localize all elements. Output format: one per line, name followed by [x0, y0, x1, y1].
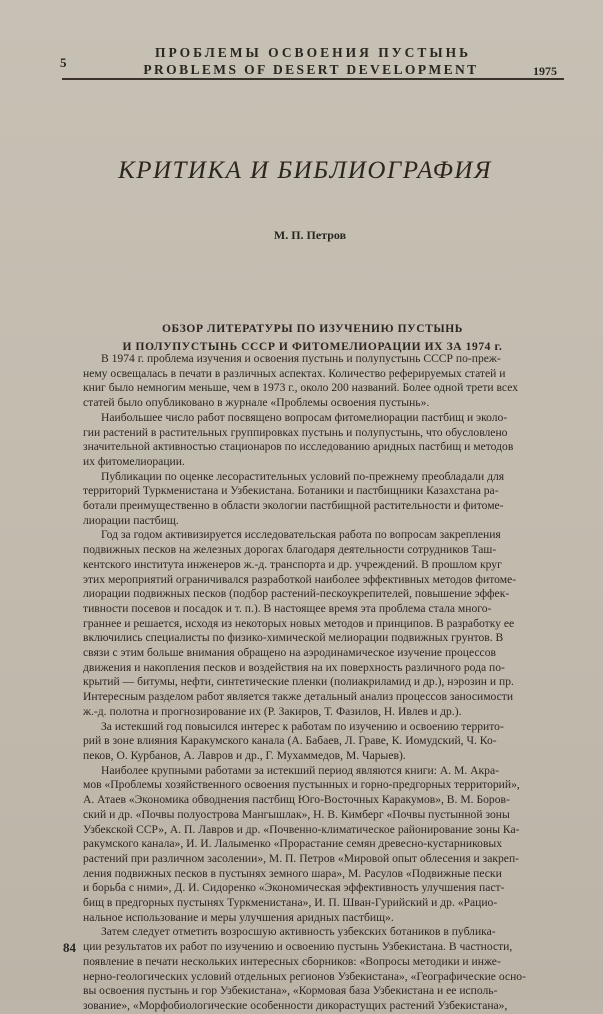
text-line: подвижных песков на железных дорогах благодаря деятельности сотрудников Таш-: [83, 543, 497, 557]
issue-number: 5: [60, 55, 67, 70]
text-line: статей было опубликовано в журнале «Проблемы освоения пустынь».: [83, 396, 430, 410]
text-line: За истекший год повысился интерес к работам по изучению и освоению террито-: [101, 719, 504, 733]
text-line: пеков, О. Курбанов, А. Лавров и др., Г. Мухаммедов, М. Чарыев).: [83, 748, 406, 762]
text-line: граннее и решается, исходя из некоторых новых методов и принципов. В разработку ее: [83, 616, 515, 630]
author: М. П. Петров: [273, 228, 347, 242]
journal-title-en: PROBLEMS OF DESERT DEVELOPMENT: [143, 62, 479, 77]
paragraph: [83, 470, 568, 529]
page-number: 84: [63, 940, 76, 955]
text-line: связи с этим больше внимания обращено на аэродинамическое изучение процессов: [83, 646, 496, 660]
text-line: ракумского канала», И. И. Лалыменко «Прорастание семян древесно-кустарниковых: [83, 837, 502, 851]
text-line: лиорации пастбищ.: [83, 513, 179, 527]
text-line: и борьба с ними», Д. И. Сидоренко «Экономическая эффективность улучшения паст-: [83, 881, 505, 895]
text-line: крытий — битумы, нефти, синтетические пленки (полиакриламид и др.), нэрозин и пр.: [83, 675, 514, 689]
text-line: нему освещалась в печати в различных аспектах. Количество реферируемых статей и: [83, 366, 506, 380]
text-line: кентского института инженеров ж.-д. транспорта и др. учреждений. В прошлом круг: [83, 557, 502, 571]
paragraph: [83, 720, 568, 764]
paragraph: [83, 925, 568, 1013]
text-line: ский и др. «Почвы полуострова Мангышлак», Н. В. Кимберг «Почвы пустынной зоны: [83, 807, 510, 821]
text-line: Наибольшее число работ посвящено вопросам фитомелиорации пастбищ и эколо-: [101, 410, 508, 424]
article-title: [110, 320, 515, 356]
text-line: этих мероприятий ограничивался разработкой наиболее эффективных методов фитоме-: [83, 572, 517, 586]
article-title-line: И ПОЛУПУСТЫНЬ СССР И ФИТОМЕЛИОРАЦИИ ИХ ЗА 1974 г.: [122, 341, 503, 353]
text-line: лиорации подвижных песков (подбор растений-пескоукрепителей, повышение эффек-: [83, 587, 510, 601]
article-body: [83, 352, 568, 1014]
text-line: гии растений в растительных группировках пустынь и полупустынь, что обусловлено: [83, 425, 508, 439]
text-line: Узбекской ССР», А. П. Лавров и др. «Почвенно-климатическое районирование зоны Ка-: [83, 822, 520, 836]
text-line: книг было немногим меньше, чем в 1973 г., около 200 названий. Более одной трети всех: [83, 381, 519, 395]
section-title: КРИТИКА И БИБЛИОГРАФИЯ: [118, 157, 492, 184]
text-line: появление в печати нескольких интересных сборников: «Вопросы методики и инже-: [83, 954, 501, 968]
text-line: Публикации по оценке лесорастительных условий по-прежнему преобладали для: [101, 469, 505, 483]
paragraph: [83, 411, 568, 470]
text-line: ботали преимущественно в области экологии пастбищной растительности и фитоме-: [83, 499, 504, 513]
text-line: ции результатов их работ по изучению и освоению пустынь Узбекистана. В частности,: [83, 940, 513, 954]
article-title-line: ОБЗОР ЛИТЕРАТУРЫ ПО ИЗУЧЕНИЮ ПУСТЫНЬ: [161, 323, 464, 335]
paragraph: [83, 528, 568, 719]
text-line: включились специалисты по физико-химической мелиорации подвижных грунтов. В: [83, 631, 504, 645]
text-line: бищ в предгорных пустынях Туркменистана», И. П. Шван-Гурийский и др. «Рацио-: [83, 896, 498, 910]
text-line: зование», «Морфобиологические особенности дикорастущих растений Узбекистана»,: [83, 998, 508, 1012]
text-line: Наиболее крупными работами за истекший период являются книги: А. М. Акра-: [101, 763, 499, 777]
year: 1975: [533, 64, 557, 78]
text-line: движения и накопления песков и воздействия на их поверхность различного рода по-: [83, 660, 505, 674]
text-line: их фитомелиорации.: [83, 454, 185, 468]
text-line: Интересным разделом работ является также детальный анализ процессов заносимости: [83, 690, 514, 704]
text-line: Год за годом активизируется исследовательская работа по вопросам закрепления: [101, 528, 501, 542]
text-line: нерно-геологических условий отдельных регионов Узбекистана», «Географические осно-: [83, 969, 526, 983]
text-line: территорий Туркменистана и Узбекистана. Ботаники и пастбищники Казахстана ра-: [83, 484, 499, 498]
text-line: В 1974 г. проблема изучения и освоения пустынь и полупустынь СССР по-преж-: [101, 352, 501, 365]
text-line: тивности посевов и посадок и т. п.). В настоящее время эта проблема стала много-: [83, 601, 492, 615]
text-line: растений при различном засолении», М. П. Петров «Мировой опыт облесения и закреп-: [83, 851, 520, 865]
journal-title-ru: ПРОБЛЕМЫ ОСВОЕНИЯ ПУСТЫНЬ: [154, 45, 472, 60]
text-line: мов «Проблемы хозяйственного освоения пустынных и горно-предгорных территорий»,: [83, 778, 520, 792]
header-rule: [62, 78, 564, 80]
text-line: А. Атаев «Экономика обводнения пастбищ Юго-Восточных Каракумов», В. М. Боров-: [83, 793, 510, 807]
text-line: ж.-д. полотна и прогнозирование их (Р. Закиров, Т. Фазилов, Н. Ивлев и др.).: [83, 704, 462, 718]
text-line: вы освоения пустынь и гор Узбекистана», «Кормовая база Узбекистана и ее исполь-: [83, 984, 498, 998]
text-line: ления подвижных песков в пустынях земного шара», М. Расулов «Подвижные пески: [83, 866, 502, 880]
paragraph: [83, 352, 568, 411]
text-line: нальное использование и меры улучшения аридных пастбищ».: [83, 910, 394, 924]
paragraph: [83, 764, 568, 926]
text-line: Затем следует отметить возросшую активность узбекских ботаников в публика-: [101, 925, 496, 939]
text-line: значительной активностью стационаров по исследованию аридных пастбищ и методов: [83, 440, 514, 454]
text-line: рий в зоне влияния Каракумского канала (А. Бабаев, Л. Граве, К. Иомудский, Ч. Ко-: [83, 734, 497, 748]
